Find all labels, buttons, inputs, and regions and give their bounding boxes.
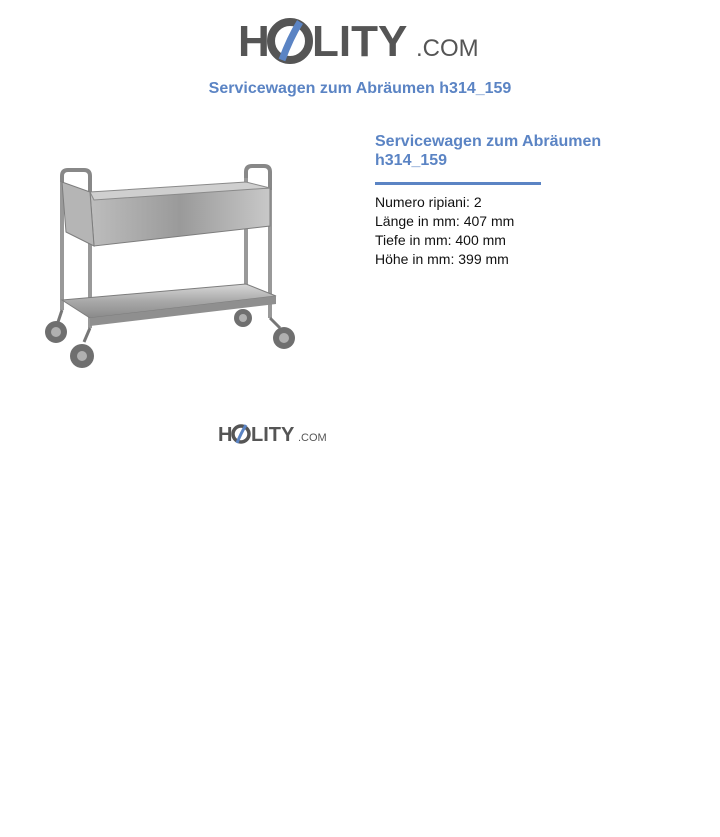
svg-text:.COM: .COM bbox=[415, 35, 479, 62]
site-logo[interactable] bbox=[0, 14, 720, 70]
product-title: Servicewagen zum Abräumen h314_159 bbox=[375, 133, 602, 169]
svg-text:.COM: .COM bbox=[298, 432, 327, 444]
holity-logo-icon bbox=[238, 14, 483, 70]
svg-text:H: H bbox=[218, 424, 233, 446]
service-trolley-icon bbox=[18, 160, 308, 385]
svg-text:LITY: LITY bbox=[311, 17, 407, 66]
spec-height: Höhe in mm: 399 mm bbox=[375, 251, 509, 267]
page-title: Servicewagen zum Abräumen h314_159 bbox=[208, 80, 512, 97]
svg-text:H: H bbox=[237, 17, 270, 66]
spec-length: Länge in mm: 407 mm bbox=[375, 213, 515, 229]
spec-list bbox=[375, 193, 675, 269]
svg-text:LITY: LITY bbox=[251, 424, 295, 446]
spec-depth: Tiefe in mm: 400 mm bbox=[375, 232, 506, 248]
footer-logo[interactable] bbox=[218, 421, 334, 452]
product-details bbox=[375, 132, 675, 269]
title-divider bbox=[375, 182, 541, 185]
product-image bbox=[18, 160, 308, 385]
spec-shelves: Numero ripiani: 2 bbox=[375, 194, 482, 210]
holity-logo-small-icon bbox=[218, 421, 334, 447]
